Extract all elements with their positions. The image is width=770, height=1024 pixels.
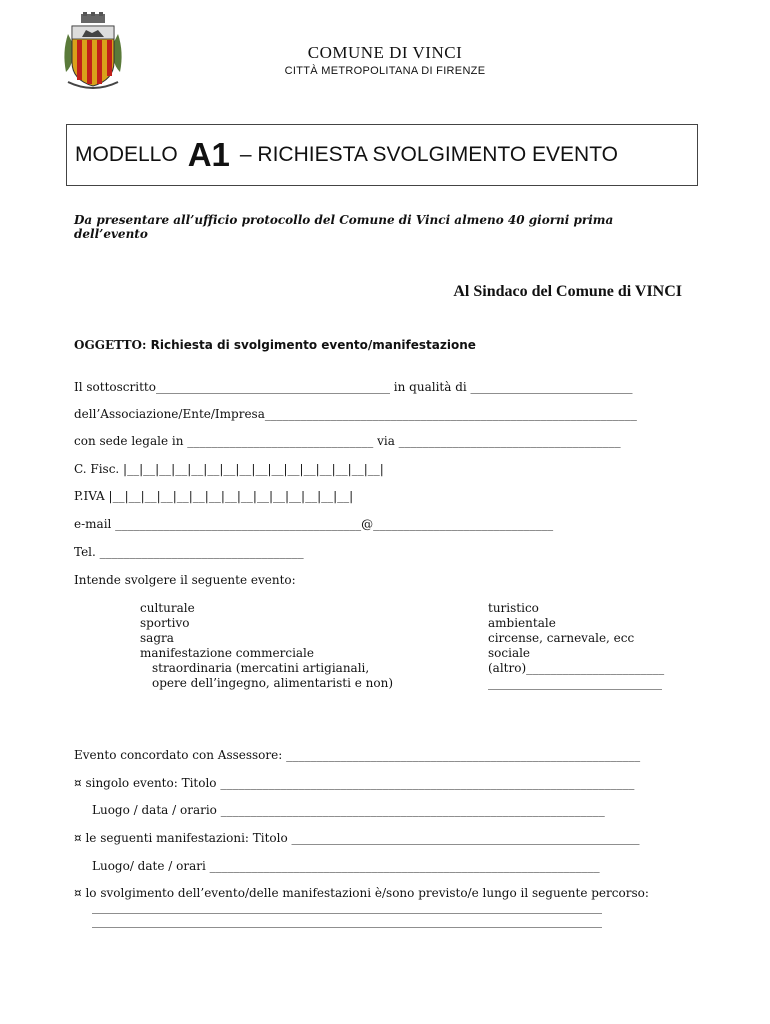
option-culturale[interactable]: culturale [140, 601, 195, 615]
field-partita-iva[interactable]: P.IVA |__|__|__|__|__|__|__|__|__|__|__|__|__|__|__| [74, 489, 354, 503]
form-title-box [66, 124, 698, 186]
form-title-word: MODELLO [75, 143, 178, 166]
event-options-right [488, 601, 664, 691]
option-manifestazione-cont-1: straordinaria (mercatini artigianali, [152, 661, 370, 675]
option-sagra[interactable]: sagra [140, 631, 174, 645]
field-singolo-evento[interactable]: ¤ singolo evento: Titolo _____________________________________________________________________ [74, 776, 635, 790]
field-email[interactable]: e-mail _________________________________________@______________________________ [74, 517, 554, 531]
form-code: A1 [187, 136, 230, 173]
field-assessore[interactable]: Evento concordato con Assessore: ___________________________________________________________ [74, 748, 641, 762]
option-manifestazione-commerciale[interactable]: manifestazione commerciale [140, 646, 314, 660]
field-sottoscritto[interactable]: Il sottoscritto_______________________________________ in qualità di ___________________________ [74, 380, 633, 394]
event-options-left [140, 601, 393, 691]
option-ambientale[interactable]: ambientale [488, 616, 556, 630]
subject-line [74, 338, 476, 352]
option-altro-cont[interactable]: _____________________________ [488, 676, 662, 690]
option-altro[interactable]: (altro)_______________________ [488, 661, 665, 675]
municipality-subtitle: CITTÀ METROPOLITANA DI FIRENZE [284, 65, 486, 77]
field-percorso[interactable]: ¤ lo svolgimento dell’evento/delle manifestazioni è/sono previsto/e lungo il seguente percorso: [74, 886, 649, 900]
municipality-title: COMUNE DI VINCI [307, 43, 463, 62]
field-codice-fiscale[interactable]: C. Fisc. |__|__|__|__|__|__|__|__|__|__|__|__|__|__|__|__| [74, 462, 384, 476]
subject-text: Richiesta di svolgimento evento/manifestazione [150, 338, 476, 352]
option-manifestazione-cont-2: opere dell’ingegno, alimentaristi e non) [152, 676, 394, 690]
option-turistico[interactable]: turistico [488, 601, 539, 615]
recipient-heading: Al Sindaco del Comune di VINCI [453, 283, 682, 300]
option-sportivo[interactable]: sportivo [140, 616, 190, 630]
submission-note: Da presentare all’ufficio protocollo del Comune di Vinci almeno 40 giorni prima dell’evento [74, 213, 614, 241]
option-sociale[interactable]: sociale [488, 646, 531, 660]
field-sede-legale[interactable]: con sede legale in _______________________________ via _____________________________________ [74, 434, 621, 448]
field-percorso-line-1[interactable]: _____________________________________________________________________________________ [92, 900, 602, 914]
field-luogo-date-orari[interactable]: Luogo/ date / orari _________________________________________________________________ [92, 859, 600, 873]
field-associazione[interactable]: dell’Associazione/Ente/Impresa______________________________________________________________ [74, 407, 637, 421]
field-percorso-line-2[interactable]: _____________________________________________________________________________________ [92, 914, 602, 928]
form-title-text: – RICHIESTA SVOLGIMENTO EVENTO [239, 143, 618, 166]
field-luogo-data-orario[interactable]: Luogo / data / orario ________________________________________________________________ [92, 803, 605, 817]
event-intro: Intende svolgere il seguente evento: [74, 573, 296, 587]
field-seguenti-manifestazioni[interactable]: ¤ le seguenti manifestazioni: Titolo __________________________________________________________ [74, 831, 640, 845]
field-telefono[interactable]: Tel. __________________________________ [74, 545, 304, 559]
subject-label: OGGETTO: [74, 338, 147, 352]
option-circense[interactable]: circense, carnevale, ecc [488, 631, 635, 645]
